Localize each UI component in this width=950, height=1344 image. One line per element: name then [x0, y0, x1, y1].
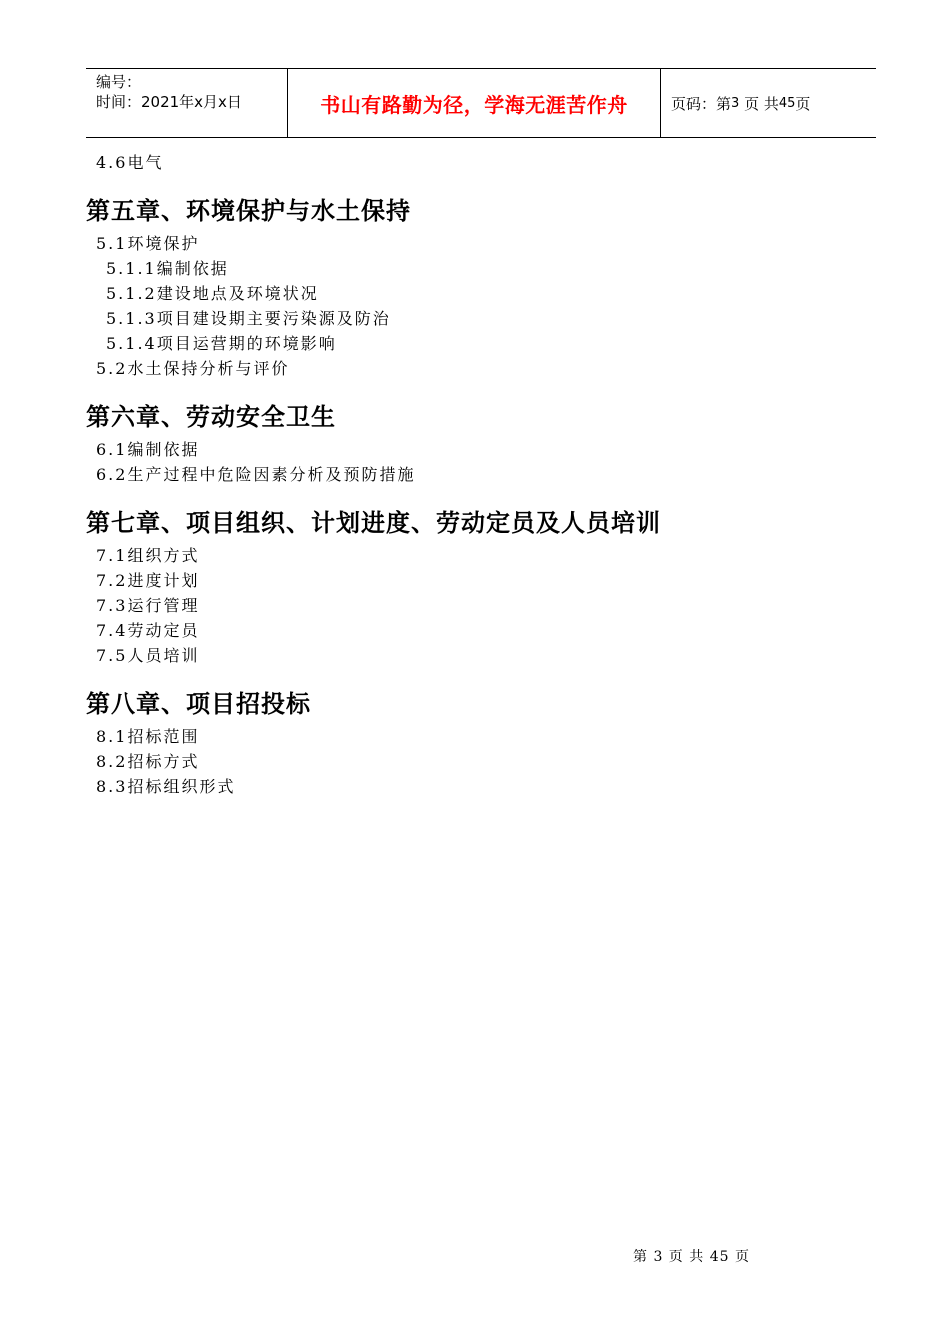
header-page-number: 3 [731, 95, 740, 111]
header-page-total: 45 [778, 95, 796, 111]
chapter-5-heading: 第五章、环境保护与水土保持 [86, 197, 411, 225]
toc-item-7-3: 7.3运行管理 [96, 596, 200, 615]
header-page-cell [661, 69, 876, 137]
header-page-prefix: 页码：第 [671, 94, 732, 113]
table-of-contents [86, 150, 876, 799]
document-number-label: 编号： [96, 73, 142, 91]
toc-item-7-5: 7.5人员培训 [96, 646, 200, 665]
page-footer: 第 3 页 共 45 页 [633, 1249, 750, 1265]
toc-item-5-1-3: 5.1.3项目建设期主要污染源及防治 [106, 309, 391, 328]
toc-item-5-1-2: 5.1.2建设地点及环境状况 [106, 284, 319, 303]
toc-item-5-1-1: 5.1.1编制依据 [106, 259, 229, 278]
toc-item-7-4: 7.4劳动定员 [96, 621, 200, 640]
toc-item-8-3: 8.3招标组织形式 [96, 777, 236, 796]
chapter-7-heading: 第七章、项目组织、计划进度、劳动定员及人员培训 [86, 509, 661, 537]
header-motto: 书山有路勤为径，学海无涯苦作舟 [320, 92, 628, 117]
chapter-6-heading: 第六章、劳动安全卫生 [86, 403, 336, 431]
toc-item-7-2: 7.2进度计划 [96, 571, 200, 590]
header-meta-cell [86, 69, 288, 137]
header-motto-cell [288, 69, 661, 137]
toc-item-5-1-4: 5.1.4项目运营期的环境影响 [106, 334, 337, 353]
page-header [86, 68, 876, 138]
toc-item-6-1: 6.1编制依据 [96, 440, 200, 459]
toc-item-4-6: 4.6电气 [96, 153, 164, 172]
toc-item-8-1: 8.1招标范围 [96, 727, 200, 746]
toc-item-5-2: 5.2水土保持分析与评价 [96, 359, 290, 378]
header-page-suffix: 页 [795, 94, 811, 113]
header-page-mid: 页 共 [744, 94, 779, 113]
toc-item-7-1: 7.1组织方式 [96, 546, 200, 565]
document-time: 时间：2021年x月x日 [96, 93, 242, 111]
toc-item-6-2: 6.2生产过程中危险因素分析及预防措施 [96, 465, 416, 484]
chapter-8-heading: 第八章、项目招投标 [86, 690, 311, 718]
toc-item-8-2: 8.2招标方式 [96, 752, 200, 771]
toc-item-5-1: 5.1环境保护 [96, 234, 200, 253]
